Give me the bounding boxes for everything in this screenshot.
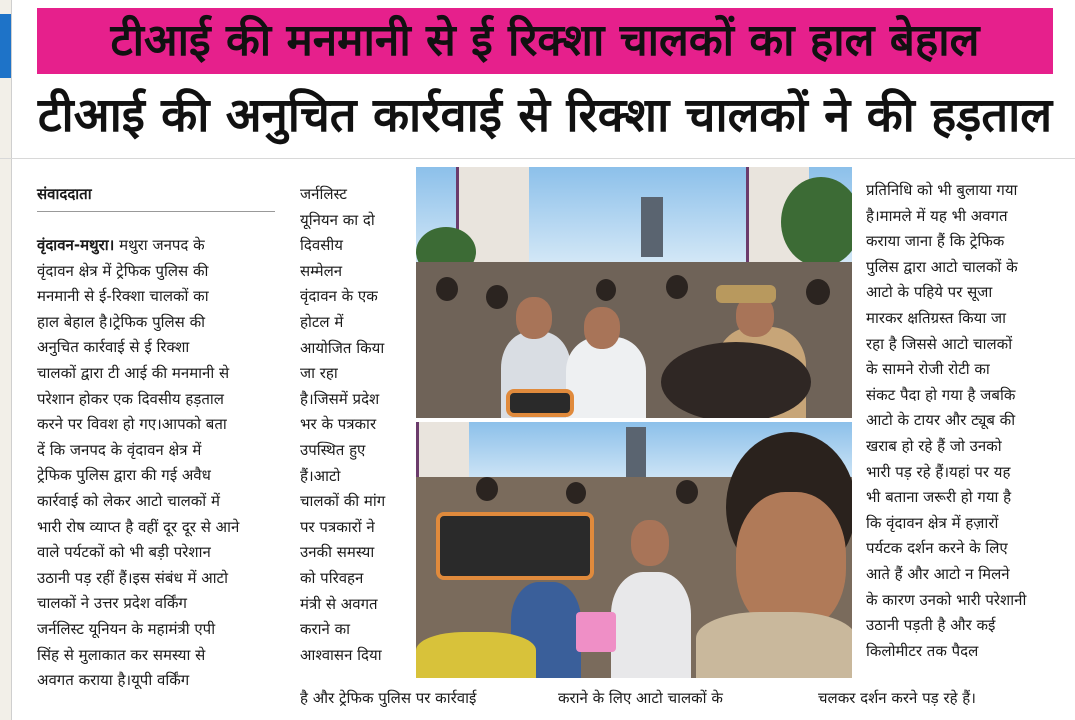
column-line: हाल बेहाल है।ट्रेफिक पुलिस की <box>37 312 205 331</box>
column-line: है।जिसमें प्रदेश <box>300 389 380 408</box>
column-line: अवगत कराया है।यूपी वर्किंग <box>37 671 190 690</box>
column-line-rest: मथुरा जनपद के <box>114 236 205 254</box>
column-line: उठानी पड़ती है और कई <box>866 616 996 635</box>
column-line: सम्मेलन <box>300 261 343 280</box>
dateline: वृंदावन-मथुरा। <box>37 236 115 254</box>
column-line: के सामने रोजी रोटी का <box>866 360 990 379</box>
column-line: मंत्री से अवगत <box>300 594 378 613</box>
column-line: चालकों द्वारा टी आई की मनमानी से <box>37 363 230 382</box>
column-line: आते हैं और आटो न मिलने <box>866 564 1010 583</box>
byline: संवाददाता <box>37 185 92 203</box>
column-line: वृंदावन के एक <box>300 287 378 306</box>
adjacent-column-strip <box>0 0 12 720</box>
protest-photo-top <box>416 167 852 418</box>
column-divider <box>11 0 12 720</box>
column-line: यूनियन का दो <box>300 210 375 229</box>
column-line: आटो के टायर और ट्यूब की <box>866 411 1016 430</box>
column-2-last-line: है और ट्रेफिक पुलिस पर कार्रवाई <box>300 689 477 707</box>
column-line: आयोजित किया <box>300 338 385 357</box>
column-line: सिंह से मुलाकात कर समस्या से <box>37 645 206 664</box>
column-line: ट्रेफिक पुलिस द्वारा की गई अवैध <box>37 466 211 485</box>
column-line: पर्यटक दर्शन करने के लिए <box>866 539 1008 558</box>
protest-photo-bottom <box>416 422 852 678</box>
column-line: संकट पैदा हो गया है जबकि <box>866 385 1016 404</box>
column-line: जर्नलिस्ट यूनियन के महामंत्री एपी <box>37 619 216 638</box>
column-line: जा रहा <box>300 364 338 383</box>
column-line: उठानी पड़ रहीं हैं।इस संबंध में आटो <box>37 568 228 587</box>
column-line: पुलिस द्वारा आटो चालकों के <box>866 257 1018 276</box>
column-line: अनुचित कार्रवाई से ई रिक्शा <box>37 338 190 357</box>
column-line: मारकर क्षतिग्रस्त किया जा <box>866 308 1006 327</box>
article-column-3 <box>866 178 1054 664</box>
column-line: है।मामले में यह भी अवगत <box>866 206 1008 225</box>
column-line: उनकी समस्या <box>300 543 375 562</box>
column-line: वाले पर्यटकों को भी बड़ी परेशान <box>37 543 211 562</box>
column-line: रहा है जिससे आटो चालकों <box>866 334 1013 353</box>
column-line: प्रतिनिधि को भी बुलाया गया <box>866 181 1018 199</box>
column-line: खराब हो रहे हैं जो उनको <box>866 436 1002 455</box>
column-line: भी बताना जरूरी हो गया है <box>866 488 1012 507</box>
photo-caption-line: कराने के लिए आटो चालकों के <box>558 689 723 707</box>
column-line: कि वृंदावन क्षेत्र में हज़ारों <box>866 513 999 532</box>
column-line: भर के पत्रकार <box>300 415 377 434</box>
byline-rule <box>37 211 275 212</box>
article-column-2 <box>300 182 407 668</box>
column-line: दें कि जनपद के वृंदावन क्षेत्र में <box>37 440 202 459</box>
column-line: पर पत्रकारों ने <box>300 517 375 536</box>
column-line: परेशान होकर एक दिवसीय हड़ताल <box>37 389 224 408</box>
article-column-1 <box>37 233 275 694</box>
column-line: होटल में <box>300 312 344 331</box>
column-line: भारी पड़ रहे हैं।यहां पर यह <box>866 462 1011 481</box>
column-line: को परिवहन <box>300 568 364 587</box>
column-line: कराया जाना हैं कि ट्रेफिक <box>866 232 1005 251</box>
column-line: चालकों ने उत्तर प्रदेश वर्किंग <box>37 594 187 613</box>
column-line: चालकों की मांग <box>300 492 386 511</box>
column-line: वृंदावन क्षेत्र में ट्रेफिक पुलिस की <box>37 261 209 280</box>
column-line: आश्वासन दिया <box>300 645 382 664</box>
column-line: भारी रोष व्याप्त है वहीं दूर दूर से आने <box>37 517 240 536</box>
column-line: दिवसीय <box>300 236 343 255</box>
column-line: के कारण उनको भारी परेशानी <box>866 590 1027 609</box>
headline-divider <box>0 158 1075 159</box>
column-line: जर्नलिस्ट <box>300 185 347 203</box>
column-line: किलोमीटर तक पैदल <box>866 641 979 660</box>
column-3-last-line: चलकर दर्शन करने पड़ रहे हैं। <box>818 689 976 707</box>
column-line: हैं।आटो <box>300 466 341 485</box>
column-line: कार्रवाई को लेकर आटो चालकों में <box>37 491 220 510</box>
column-line: कराने का <box>300 620 351 639</box>
banner-headline: टीआई की मनमानी से ई रिक्शा चालकों का हाल बेहाल <box>37 8 1053 74</box>
column-line: करने पर विवश हो गए।आपको बता <box>37 415 227 434</box>
column-line <box>37 233 275 259</box>
column-line: आटो के पहिये पर सूजा <box>866 283 993 302</box>
column-line: मनमानी से ई-रिक्शा चालकों का <box>37 287 209 306</box>
column-line: उपस्थित हुए <box>300 440 366 459</box>
main-headline: टीआई की अनुचित कार्रवाई से रिक्शा चालकों ने की हड़ताल <box>37 88 1053 143</box>
